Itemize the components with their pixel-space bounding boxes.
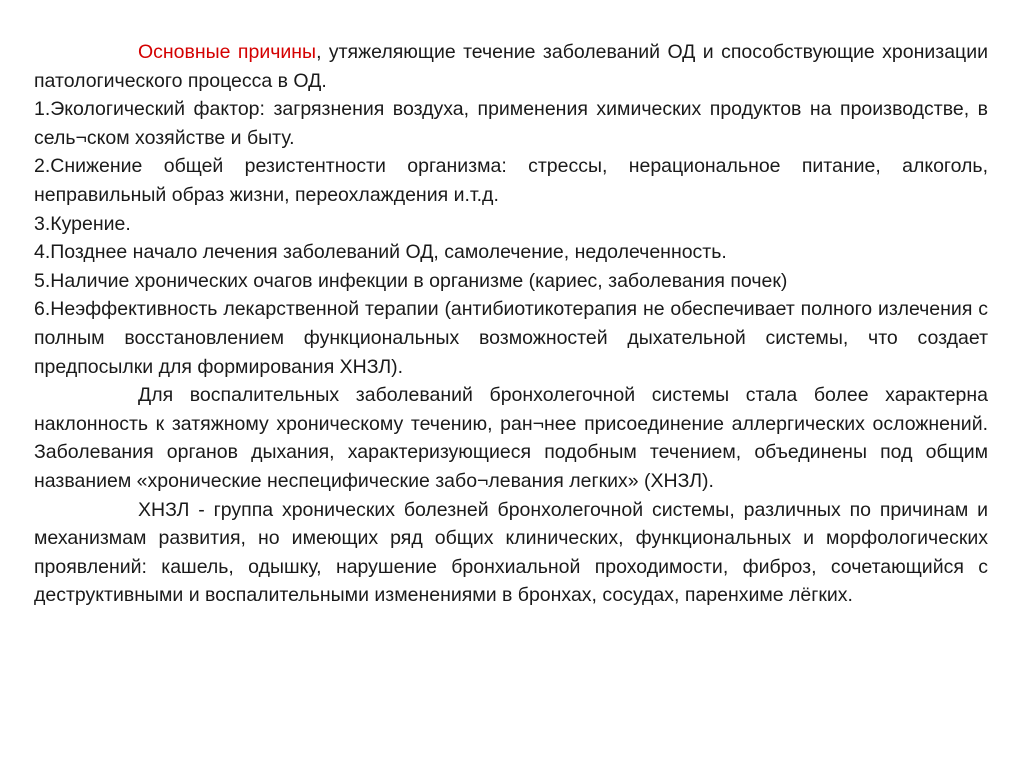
emphasis-phrase: Основные причины — [138, 41, 317, 63]
list-item-6: 6.Неэффективность лекарственной терапии (антибиотикотерапия не обеспечивает полного излечения с полным восстановлением функциональных возможностей дыхательной системы, что создает предпосылки для формирования ХНЗЛ). — [34, 298, 988, 378]
slide-text — [34, 38, 988, 610]
list-item-2: 2.Снижение общей резистентности организма: стрессы, нерациональное питание, алкоголь, неправильный образ жизни, переохлаждения и.т.д. — [34, 155, 988, 206]
list-item-1: 1.Экологический фактор: загрязнения воздуха, применения химических продуктов на производстве, в сель¬ском хозяйстве и быту. — [34, 98, 988, 149]
list-item-4: 4.Позднее начало лечения заболеваний ОД, самолечение, недолеченность. — [34, 241, 727, 264]
list-item-3: 3.Курение. — [34, 212, 131, 235]
intro-text: , утяжеляющие течение заболеваний ОД и способствующие хронизации патологического процесса в ОД. — [34, 41, 988, 92]
intro-paragraph — [34, 38, 988, 95]
body-paragraph-2: ХНЗЛ - группа хронических болезней бронхолегочной системы, различных по причинам и механизмам развития, но имеющих ряд общих клинических, функциональных и морфологических проявлений: кашель, одышку, нарушение бронхиальной проходимости, фиброз, сочетающийся с деструктивными и воспалительными изменениями в бронхах, сосудах, паренхиме лёгких. — [34, 498, 988, 607]
body-paragraph-1: Для воспалительных заболеваний бронхолегочной системы стала более характерна наклонность к затяжному хроническому течению, ран¬нее присоединение аллергических осложнений. Заболевания органов дыхания, характеризующиеся подобным течением, объединены под общим названием «хронические неспецифические забо¬левания легких» (ХНЗЛ). — [34, 384, 988, 492]
list-item-5: 5.Наличие хронических очагов инфекции в организме (кариес, заболевания почек) — [34, 269, 788, 292]
